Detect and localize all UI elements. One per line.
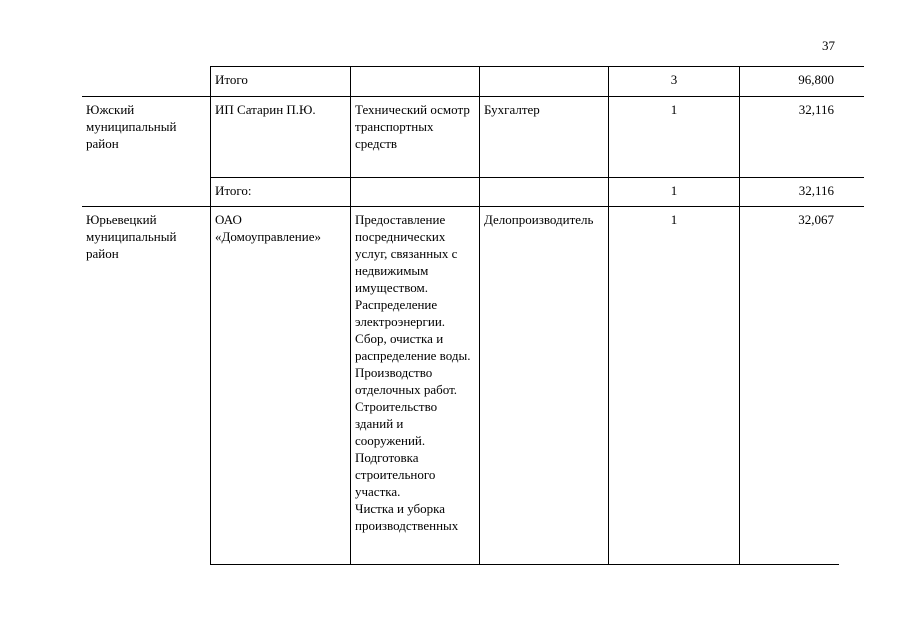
activity-cell [351, 67, 480, 97]
organization-cell: ОАО «Домоуправление» [211, 207, 351, 565]
amount-cell: 32,116 [740, 97, 865, 178]
organization-cell: Итого: [211, 178, 351, 207]
activity-cell: Предоставление посреднических услуг, связанных с недвижимым имуществом. Распределение электроэнергии. Сбор, очистка и распределение воды. Производство отделочных работ. Строительство зданий и сооружений. Подготовка строительного участка. Чистка и уборка производственных [351, 207, 480, 565]
position-cell [480, 178, 609, 207]
table-row [82, 97, 864, 178]
table-row [82, 207, 864, 565]
district-cell: Юрьевецкий муниципальный район [82, 207, 211, 565]
table-row [82, 67, 864, 97]
position-cell [480, 67, 609, 97]
amount-cell: 32,067 [740, 207, 865, 565]
count-cell: 1 [609, 178, 740, 207]
count-cell: 1 [609, 97, 740, 178]
amount-cell: 32,116 [740, 178, 865, 207]
activity-cell [351, 178, 480, 207]
employment-table [82, 66, 864, 565]
district-cell: Южский муниципальный район [82, 97, 211, 178]
position-cell: Бухгалтер [480, 97, 609, 178]
district-cell [82, 67, 211, 97]
table-row [82, 178, 864, 207]
activity-cell: Технический осмотр транспортных средств [351, 97, 480, 178]
page-number: 37 [822, 38, 835, 53]
count-cell: 3 [609, 67, 740, 97]
count-cell: 1 [609, 207, 740, 565]
organization-cell: Итого [211, 67, 351, 97]
table-bottom-border [211, 564, 839, 565]
position-cell: Делопроизводитель [480, 207, 609, 565]
amount-cell: 96,800 [740, 67, 865, 97]
organization-cell: ИП Сатарин П.Ю. [211, 97, 351, 178]
district-cell [82, 178, 211, 207]
